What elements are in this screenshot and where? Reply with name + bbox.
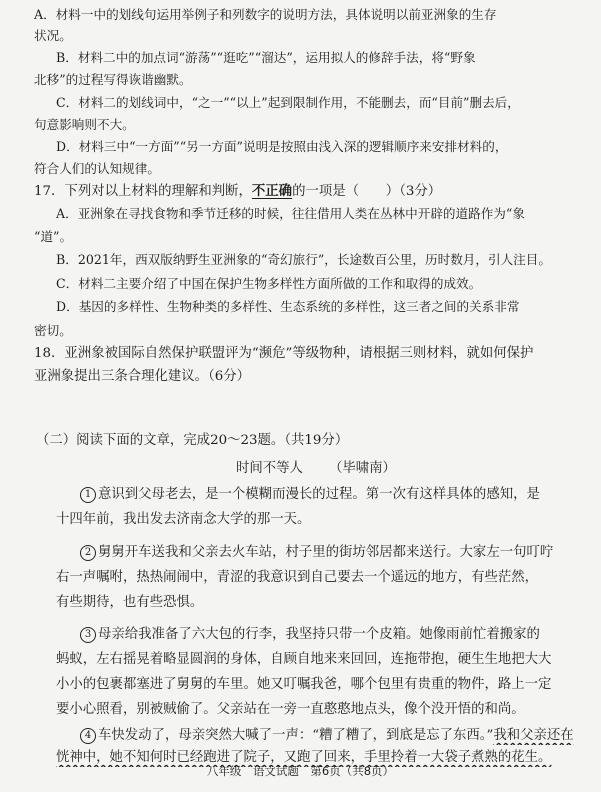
q17-stem-emphasis: 不正确: [251, 183, 293, 199]
paragraph-4-text: 车快发动了，母亲突然大喊了一声：“糟了糟了，到底是忘了东西。”: [98, 728, 494, 743]
q17-option-a-line2: “道”。: [34, 229, 73, 244]
paragraph-number-4: 4: [80, 728, 96, 744]
paragraph-3-text: 母亲给我准备了六大包的行李，我坚持只带一个皮箱。她像雨前忙着搬家的: [98, 627, 540, 642]
article-title-line: [236, 457, 396, 476]
paragraph-3-line2: 蚂蚁，左右摇晃着略显圆润的身体，自顾自地来来回回，连拖带抱，硬生生地把大大: [56, 652, 552, 667]
q17-stem-tail: 的一项是（ ）（3分）: [292, 184, 442, 199]
q18-line1: 18．亚洲象被国际自然保护联盟评为“濒危”等级物种，请根据三则材料，就如何保护: [34, 346, 534, 361]
q16-option-b-line1: B．材料二中的加点词“游荡”“逛吃”“溜达”，运用拟人的修辞手法，将“野象: [56, 50, 476, 65]
q16-option-a-line2: 状况。: [34, 28, 72, 43]
paragraph-2-line3: 有些期待，也有些恐惧。: [56, 595, 204, 610]
paragraph-2-line2: 右一声嘱咐，热热闹闹中，青涩的我意识到自己要去一个遥远的地方，有些茫然，: [56, 570, 539, 585]
q16-option-d-line1: D．材料三中“一方面”“另一方面”说明是按照由浅入深的逻辑顺序来安排材料的，: [56, 139, 508, 154]
q16-option-c-line2: 句意影响则不大。: [34, 117, 135, 132]
paragraph-4-line1: [80, 727, 579, 745]
paragraph-2-line1: [80, 544, 579, 562]
q17-option-d-line1: D．基因的多样性、生物种类的多样性、生态系统的多样性，这三者之间的关系非常: [56, 299, 520, 314]
paragraph-1-text: 意识到父母老去，是一个模糊而漫长的过程。第一次有这样具体的感知，是: [98, 487, 540, 502]
article-title: 时间不等人: [236, 461, 303, 476]
q17-option-d-line2: 密切。: [34, 323, 72, 338]
q17-option-b: B．2021年，西双版纳野生亚洲象的“奇幻旅行”，长途数百公里，历时数月，引人注目。: [56, 252, 551, 267]
q17-stem: [34, 182, 579, 201]
paragraph-4-line2: 恍神中，她不知何时已经跑进了院子，又跑了回来，手里拎着一大袋子煮熟的花生。: [56, 750, 552, 765]
q17-stem-text: 17．下列对以上材料的理解和判断，: [34, 184, 252, 199]
paragraph-1-line1: [80, 486, 579, 504]
paragraph-3-line3: 小小的包裹都塞进了舅舅的车里。她又叮嘱我爸，哪个包里有贵重的物件，路上一定: [56, 677, 552, 692]
paragraph-3-line4: 要小心照看，别被贼偷了。父亲站在一旁一直憨憨地点头，像个没开悟的和尚。: [56, 702, 525, 717]
q18-line2: 亚洲象提出三条合理化建议。（6分）: [34, 369, 251, 384]
section-heading: （二）阅读下面的文章，完成20～23题。（共19分）: [36, 433, 349, 448]
article-author: （毕啸南）: [328, 461, 396, 476]
paragraph-number-1: 1: [80, 487, 96, 503]
paragraph-4-underlined-start: 我和父亲还在: [493, 728, 574, 743]
page-footer: 八年级 语文试题 第6页（共8页）: [206, 764, 395, 778]
q16-option-c-line1: C．材料二的划线词中，“之一”“以上”起到限制作用，不能删去，而“目前”删去后，: [56, 95, 520, 110]
q16-option-a-line1: A．材料一中的划线句运用举例子和列数字的说明方法，具体说明以前亚洲象的生存: [34, 7, 497, 22]
paragraph-number-2: 2: [80, 545, 96, 561]
paragraph-number-3: 3: [80, 627, 96, 643]
paragraph-2-text: 舅舅开车送我和父亲去火车站，村子里的街坊邻居都来送行。大家左一句叮咛: [98, 545, 554, 560]
q16-option-d-line2: 符合人们的认知规律。: [34, 161, 160, 176]
q17-option-a-line1: A．亚洲象在寻找食物和季节迁移的时候，往往借用人类在丛林中开辟的道路作为“象: [56, 206, 525, 221]
paragraph-1-line2: 十四年前，我出发去济南念大学的那一天。: [56, 512, 311, 527]
q17-option-c: C．材料二主要介绍了中国在保护生物多样性方面所做的工作和取得的成效。: [56, 276, 482, 291]
paragraph-3-line1: [80, 626, 579, 644]
q16-option-b-line2: 北移”的过程写得诙谐幽默。: [34, 72, 192, 87]
